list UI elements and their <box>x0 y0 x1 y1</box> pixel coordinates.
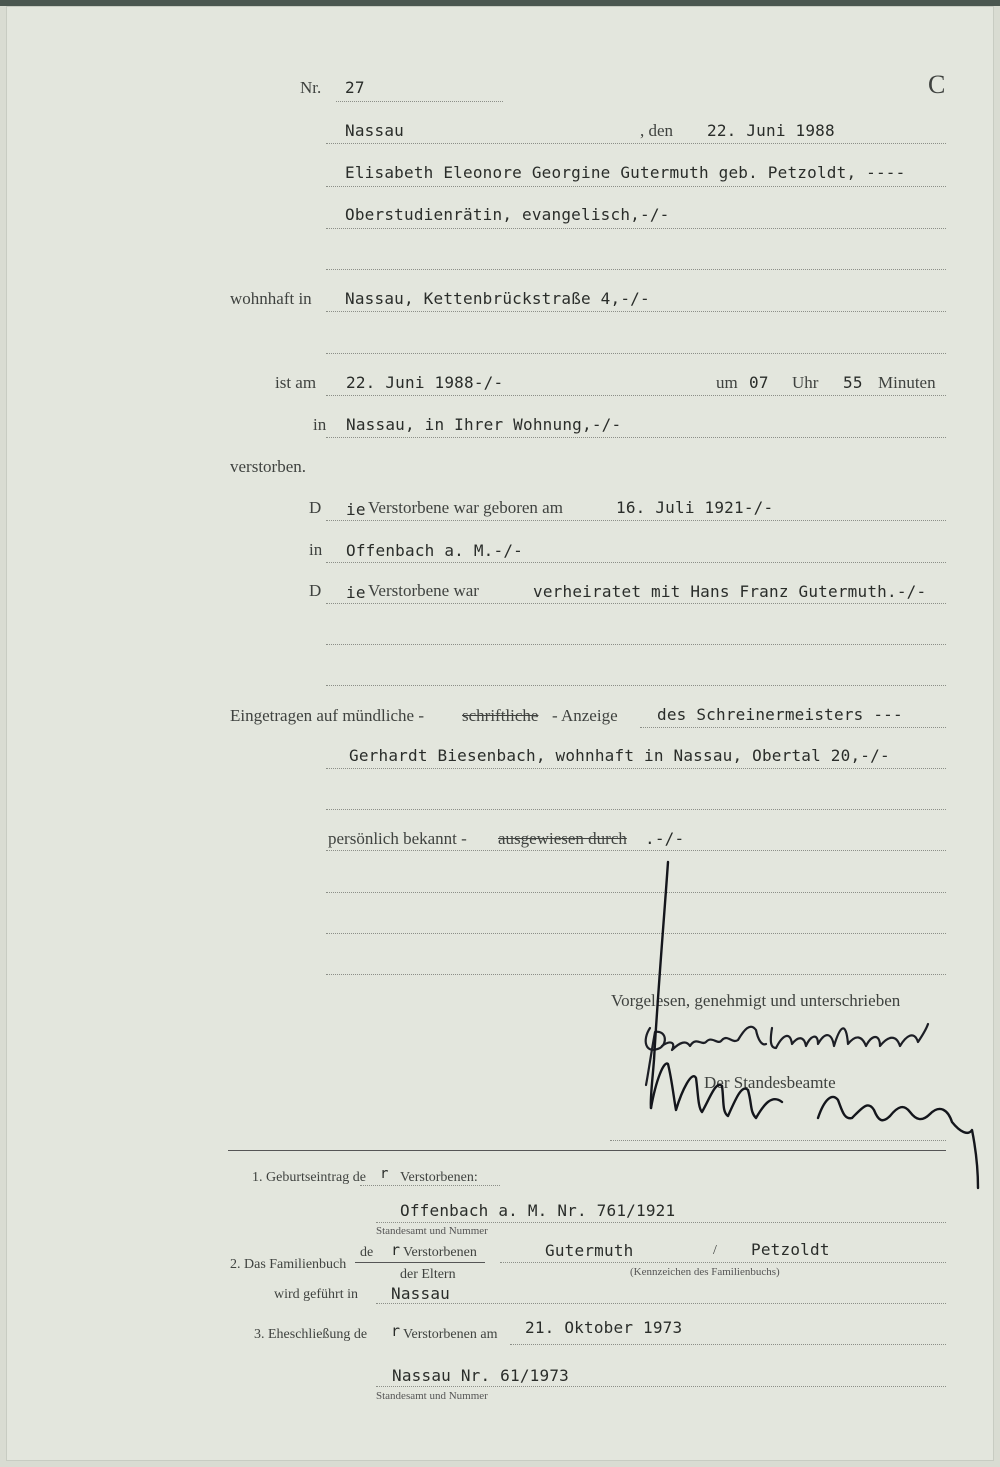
f3-caption: Standesamt und Nummer <box>376 1390 488 1402</box>
anzeige-label: - Anzeige <box>552 706 618 725</box>
f2-place-rule <box>376 1303 946 1304</box>
f2-label: 2. Das Familienbuch <box>230 1257 347 1272</box>
um-label: um <box>716 373 738 392</box>
residence: Nassau, Kettenbrückstraße 4,-/- <box>345 289 650 308</box>
f3-value: Nassau Nr. 61/1973 <box>392 1366 569 1385</box>
f3-date-rule <box>510 1344 946 1345</box>
f2-name-1: Gutermuth <box>545 1241 634 1260</box>
death-hour: 07 <box>749 373 769 392</box>
f3-value-rule <box>376 1386 946 1387</box>
f2-caption: (Kennzeichen des Familienbuchs) <box>630 1266 780 1278</box>
bekannt-label: persönlich bekannt - <box>328 829 467 848</box>
nr-value: 27 <box>345 78 365 97</box>
f2-eltern: der Eltern <box>400 1267 456 1282</box>
f1-label-rule <box>360 1185 500 1186</box>
f2-de: de <box>360 1245 374 1260</box>
record-date: 22. Juni 1988 <box>707 121 835 140</box>
f2-verstorbenen: Verstorbenen <box>403 1245 477 1260</box>
f1-caption: Standesamt und Nummer <box>376 1225 488 1237</box>
f3-r: r <box>391 1322 401 1340</box>
death-date: 22. Juni 1988-/- <box>346 373 504 392</box>
place: Nassau <box>345 121 404 140</box>
nr-label: Nr. <box>300 78 322 97</box>
in-label: in <box>313 415 327 434</box>
f3-label-2: Verstorbenen am <box>403 1327 498 1342</box>
standesbeamte-label: Der Standesbeamte <box>704 1073 836 1092</box>
geboren-label: Verstorbene war geboren am <box>368 498 563 517</box>
ausgewiesen-struck: ausgewiesen durch <box>498 829 627 848</box>
bekannt-suffix: .-/- <box>645 829 685 848</box>
f1-label-2: Verstorbenen: <box>400 1170 478 1185</box>
in-label-2: in <box>309 540 323 559</box>
record-letter: C <box>928 70 946 99</box>
marital-status: verheiratet mit Hans Franz Gutermuth.-/- <box>533 582 927 601</box>
wohnhaft-label: wohnhaft in <box>230 289 312 308</box>
schriftliche-struck: schriftliche <box>462 706 539 725</box>
ie-typed: ie <box>346 500 366 519</box>
informant-line-1: des Schreinermeisters --- <box>657 705 903 724</box>
eingetragen-label: Eingetragen auf mündliche - <box>230 706 425 725</box>
f2-gefuehrt-label: wird geführt in <box>274 1287 358 1302</box>
birth-date: 16. Juli 1921-/- <box>616 498 774 517</box>
name-line-1: Elisabeth Eleonore Georgine Gutermuth geb. Petzoldt, ---- <box>345 163 906 182</box>
war-label: Verstorbene war <box>368 581 479 600</box>
f1-label: 1. Geburtseintrag de <box>252 1170 366 1185</box>
minuten-label: Minuten <box>878 373 936 392</box>
death-place: Nassau, in Ihrer Wohnung,-/- <box>346 415 622 434</box>
f3-label: 3. Eheschließung de <box>254 1327 368 1342</box>
f2-fraction-rule <box>355 1262 485 1263</box>
f2-place: Nassau <box>391 1284 450 1303</box>
informant-signature <box>646 1024 928 1085</box>
informant-line-2: Gerhardt Biesenbach, wohnhaft in Nassau, Obertal 20,-/- <box>349 746 890 765</box>
verstorben-label: verstorben. <box>230 457 307 476</box>
f2-names-rule <box>500 1262 946 1263</box>
birth-place: Offenbach a. M.-/- <box>346 541 523 560</box>
vorgelesen-label: Vorgelesen, genehmigt und unterschrieben <box>611 991 901 1010</box>
f3-date: 21. Oktober 1973 <box>525 1318 683 1337</box>
f2-name-2: Petzoldt <box>751 1240 830 1259</box>
f1-value: Offenbach a. M. Nr. 761/1921 <box>400 1201 676 1220</box>
den-label: , den <box>640 121 674 140</box>
uhr-label: Uhr <box>792 373 819 392</box>
f2-slash: / <box>713 1243 717 1258</box>
ist-am-label: ist am <box>275 373 317 392</box>
d-label: D <box>309 498 322 517</box>
f1-r: r <box>380 1166 389 1182</box>
name-line-2: Oberstudienrätin, evangelisch,-/- <box>345 205 670 224</box>
registrar-signature <box>651 862 978 1188</box>
footer-divider <box>228 1150 946 1151</box>
f2-r: r <box>391 1241 401 1259</box>
death-minutes: 55 <box>843 373 863 392</box>
d-label-2: D <box>309 581 322 600</box>
ie-typed-2: ie <box>346 583 366 602</box>
f1-value-rule <box>376 1222 946 1223</box>
